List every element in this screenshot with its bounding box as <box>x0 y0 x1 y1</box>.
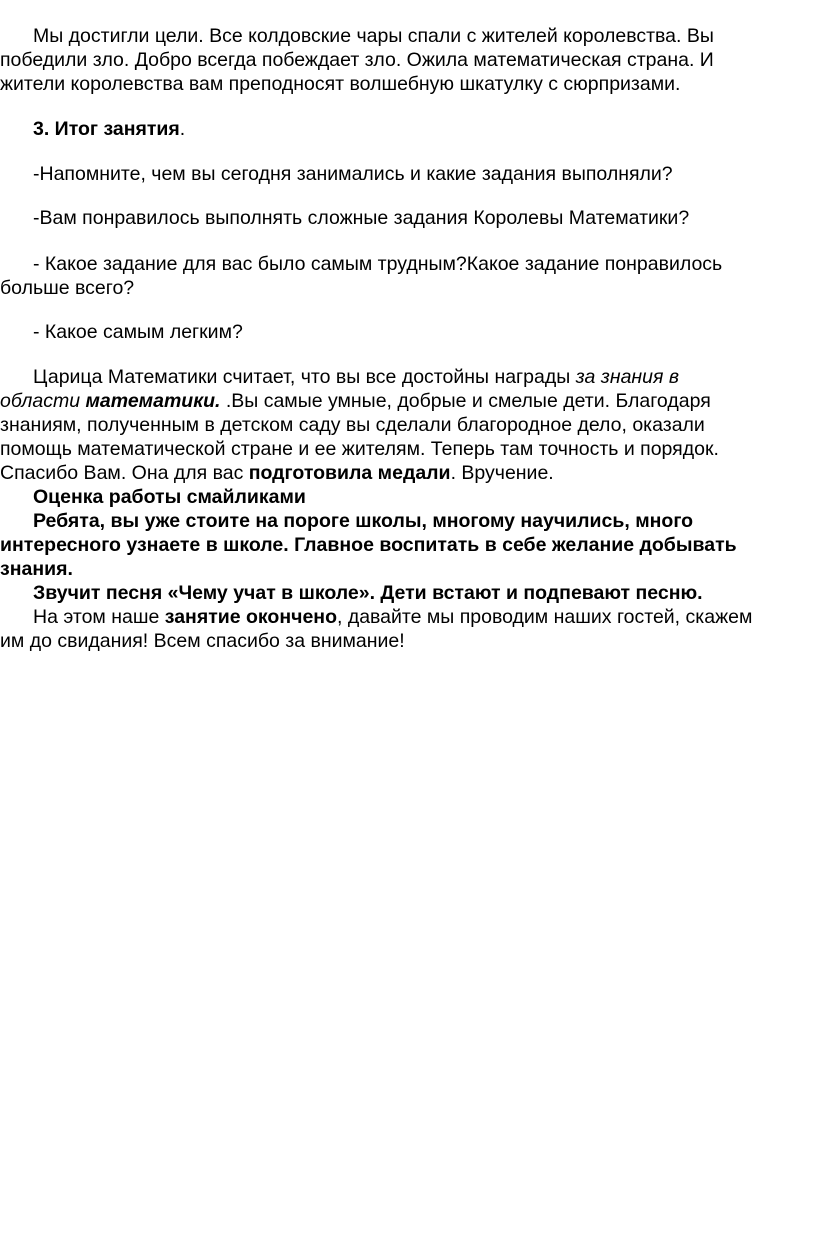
paragraph-2-line-5-rest: . Вручение. <box>450 462 554 484</box>
section-heading <box>33 117 185 141</box>
paragraph-3-line-1-text: На этом наше <box>33 606 165 628</box>
paragraph-2-line-3: знаниям, полученным в детском саду вы сделали благородное дело, оказали <box>0 414 705 436</box>
bold-line-song: Звучит песня «Чему учат в школе». Дети встают и подпевают песню. <box>33 582 703 604</box>
paragraph-2-line-5 <box>0 461 554 485</box>
paragraph-1-line-1: Мы достигли цели. Все колдовские чары спали с жителей королевства. Вы <box>33 25 714 47</box>
bold-paragraph-line-3: знания. <box>0 558 73 580</box>
paragraph-2-line-1-text: Царица Математики считает, что вы все достойны награды <box>33 366 576 388</box>
paragraph-2-line-1 <box>33 365 679 389</box>
section-heading-title: 3. Итог занятия <box>33 118 180 140</box>
question-3-line-2: больше всего? <box>0 277 135 299</box>
bold-paragraph-line-1: Ребята, вы уже стоите на пороге школы, многому научились, много <box>33 510 694 532</box>
bold-line-smileys: Оценка работы смайликами <box>33 486 306 508</box>
paragraph-2-line-1-italic: за знания в <box>575 366 680 388</box>
paragraph-1-line-2: победили зло. Добро всегда побеждает зло. Ожила математическая страна. И <box>0 49 714 71</box>
paragraph-3-line-1-bold: занятие окончено <box>164 606 337 628</box>
question-3-line-1: - Какое задание для вас было самым трудным?Какое задание понравилось <box>33 253 723 275</box>
paragraph-2-line-5-text: Спасибо Вам. Она для вас <box>0 462 249 484</box>
paragraph-2-line-2-italic: области <box>0 390 86 412</box>
section-heading-dot: . <box>179 118 186 140</box>
paragraph-1-line-3: жители королевства вам преподносят волшебную шкатулку с сюрпризами. <box>0 73 681 95</box>
paragraph-3-line-1 <box>33 605 752 629</box>
question-2: -Вам понравилось выполнять сложные задания Королевы Математики? <box>33 207 690 229</box>
paragraph-2-line-2-rest: .Вы самые умные, добрые и смелые дети. Благодаря <box>220 390 711 412</box>
paragraph-2-line-2-bold-italic: математики. <box>85 390 221 412</box>
paragraph-3-line-1-rest: , давайте мы проводим наших гостей, скажем <box>336 606 753 628</box>
paragraph-2-line-4: помощь математической стране и ее жителям. Теперь там точность и порядок. <box>0 438 719 460</box>
paragraph-2-line-5-bold: подготовила медали <box>248 462 451 484</box>
paragraph-2-line-2 <box>0 389 711 413</box>
question-4: - Какое самым легким? <box>33 321 243 343</box>
bold-paragraph-line-2: интересного узнаете в школе. Главное воспитать в себе желание добывать <box>0 534 737 556</box>
question-1: -Напомните, чем вы сегодня занимались и какие задания выполняли? <box>33 163 673 185</box>
paragraph-3-line-2: им до свидания! Всем спасибо за внимание! <box>0 630 405 652</box>
